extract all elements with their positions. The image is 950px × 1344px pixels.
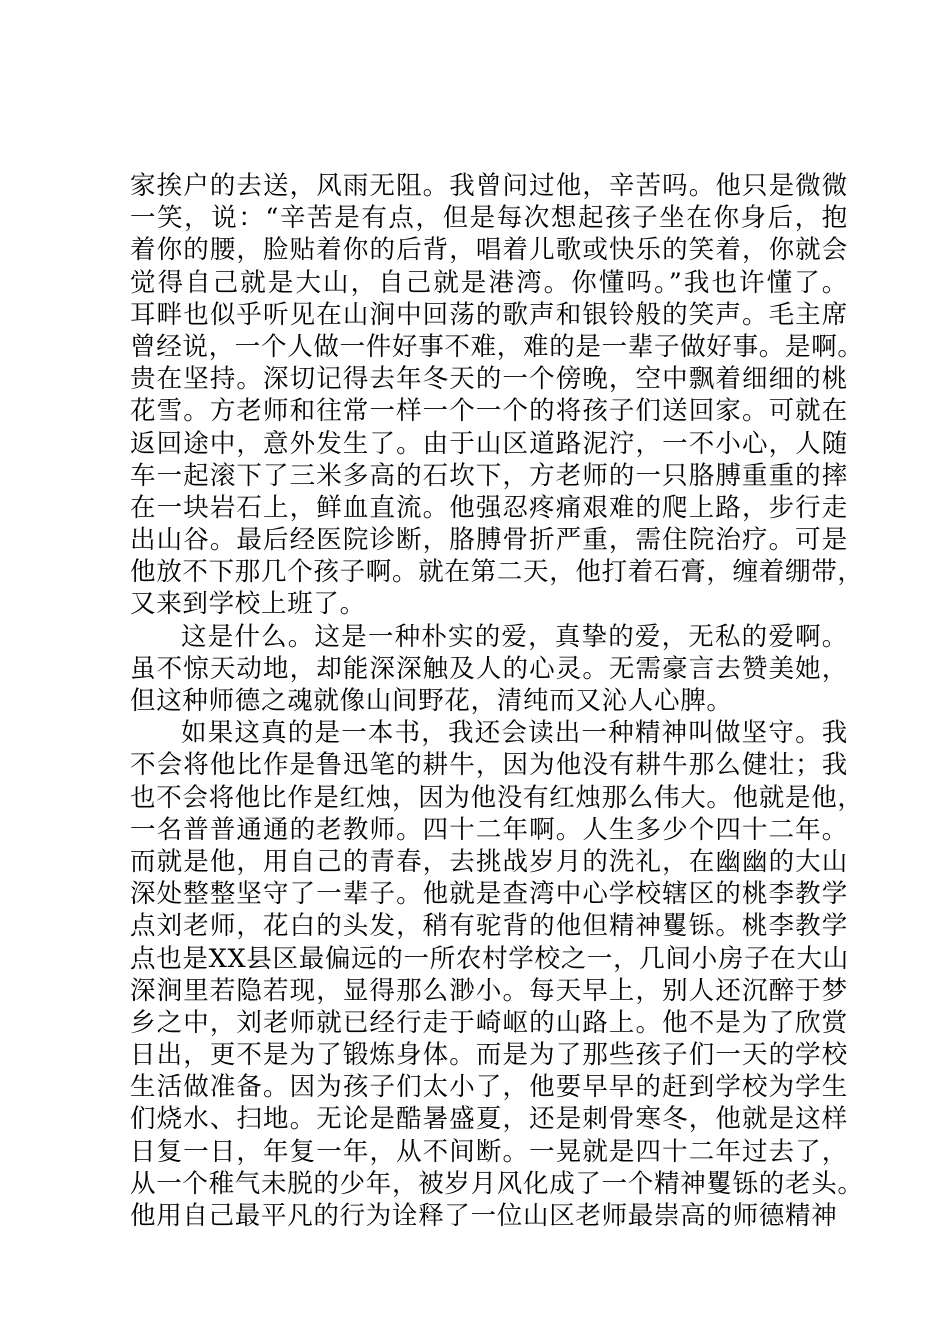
text-line: 贵在坚持。深切记得去年冬天的一个傍晚，空中飘着细细的桃 bbox=[130, 364, 848, 395]
paragraph bbox=[130, 621, 848, 718]
text-line: 出山谷。最后经医院诊断，胳膊骨折严重，需住院治疗。可是 bbox=[130, 525, 848, 556]
text-line: 从一个稚气未脱的少年，被岁月风化成了一个精神矍铄的老头。 bbox=[130, 1168, 864, 1199]
text-line: 也不会将他比作是红烛，因为他没有红烛那么伟大。他就是他， bbox=[130, 782, 864, 813]
text-line: 乡之中，刘老师就已经行走于崎岖的山路上。他不是为了欣赏 bbox=[130, 1007, 848, 1038]
text-line: 返回途中，意外发生了。由于山区道路泥泞，一不小心，人随 bbox=[130, 428, 848, 459]
text-line: 深涧里若隐若现，显得那么渺小。每天早上，别人还沉醉于梦 bbox=[130, 975, 848, 1006]
text-line: 着你的腰，脸贴着你的后背，唱着儿歌或快乐的笑着，你就会 bbox=[130, 235, 848, 266]
text-line: 点刘老师，花白的头发，稍有驼背的他但精神矍铄。桃李教学 bbox=[130, 911, 848, 942]
text-line: 虽不惊天动地，却能深深触及人的心灵。无需豪言去赞美她， bbox=[130, 653, 848, 684]
document-body bbox=[130, 170, 864, 1232]
text-line: 一名普普通通的老教师。四十二年啊。人生多少个四十二年。 bbox=[130, 814, 848, 845]
text-line: 他放不下那几个孩子啊。就在第二天，他打着石膏，缠着绷带， bbox=[130, 557, 864, 588]
text-line: 生活做准备。因为孩子们太小了，他要早早的赶到学校为学生 bbox=[130, 1072, 848, 1103]
paragraph bbox=[130, 170, 864, 621]
text-line: 又来到学校上班了。 bbox=[130, 589, 366, 620]
text-line: 在一块岩石上，鲜血直流。他强忍疼痛艰难的爬上路，步行走 bbox=[130, 492, 848, 523]
text-line: 车一起滚下了三米多高的石坎下，方老师的一只胳膊重重的摔 bbox=[130, 460, 848, 491]
text-line: 不会将他比作是鲁迅笔的耕牛，因为他没有耕牛那么健壮；我 bbox=[130, 750, 848, 781]
text-line: 但这种师德之魂就像山间野花，清纯而又沁人心脾。 bbox=[130, 686, 733, 716]
text-line: 耳畔也似乎听见在山涧中回荡的歌声和银铃般的笑声。毛主席 bbox=[130, 299, 848, 330]
text-line: 家挨户的去送，风雨无阻。我曾问过他，辛苦吗。他只是微微 bbox=[130, 171, 848, 201]
text-line: 如果这真的是一本书，我还会读出一种精神叫做坚守。我 bbox=[181, 718, 848, 749]
text-line: 他用自己最平凡的行为诠释了一位山区老师最崇高的师德精神 bbox=[130, 1201, 838, 1231]
text-line: 日出，更不是为了锻炼身体。而是为了那些孩子们一天的学校 bbox=[130, 1040, 848, 1071]
text-line: 这是什么。这是一种朴实的爱，真挚的爱，无私的爱啊。 bbox=[181, 621, 848, 652]
text-line: 花雪。方老师和往常一样一个一个的将孩子们送回家。可就在 bbox=[130, 396, 848, 427]
paragraph bbox=[130, 717, 864, 1232]
text-line: 点也是XX县区最偏远的一所农村学校之一，几间小房子在大山 bbox=[130, 943, 849, 974]
text-line: 而就是他，用自己的青春，去挑战岁月的洗礼，在幽幽的大山 bbox=[130, 846, 848, 877]
text-line: 一笑，说：“辛苦是有点，但是每次想起孩子坐在你身后，抱 bbox=[130, 203, 848, 234]
text-line: 曾经说，一个人做一件好事不难，难的是一辈子做好事。是啊。 bbox=[130, 331, 864, 362]
text-line: 们烧水、扫地。无论是酷暑盛夏，还是刺骨寒冬，他就是这样 bbox=[130, 1104, 848, 1135]
text-line: 觉得自己就是大山，自己就是港湾。你懂吗。”我也许懂了。 bbox=[130, 267, 848, 298]
text-line: 深处整整坚守了一辈子。他就是查湾中心学校辖区的桃李教学 bbox=[130, 879, 848, 910]
text-line: 日复一日，年复一年，从不间断。一晃就是四十二年过去了， bbox=[130, 1136, 848, 1167]
